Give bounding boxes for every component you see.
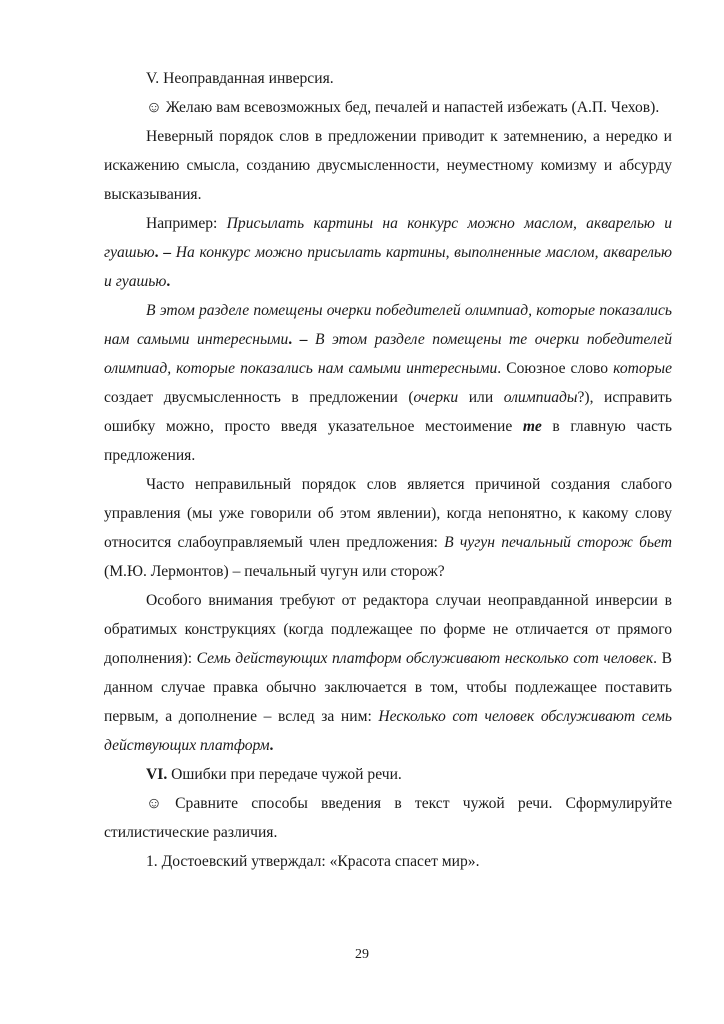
quote-example: В чугун печальный сторож бьет: [444, 534, 672, 551]
text-fragment: . В данном случае правка обычно заключается в том, чтобы подлежащее поставить первым, а дополнение – вслед за ним:: [104, 650, 672, 725]
smiley-icon: ☺: [146, 795, 162, 812]
text-fragment: Часто неправильный порядок слов является причиной создания слабого управления (мы уже говорили об этом явлении), когда непонятно, к какому слову относится слабоуправляемый член предложения:: [104, 476, 672, 551]
exercise-text: Сравните способы введения в текст чужой речи. Сформулируйте стилистические различия.: [104, 795, 672, 841]
corrected-example: На конкурс можно присылать картины, выполненные маслом, акварелью и гуашью: [104, 244, 672, 290]
exercise-text: Желаю вам всевозможных бед, печалей и напастей избежать (А.П. Чехов).: [161, 99, 660, 116]
intro-paragraph: Неверный порядок слов в предложении приводит к затемнению, а нередко и искажению смысла, созданию двусмысленности, неуместному комизму и абсурду высказывания.: [104, 128, 672, 203]
weak-government-paragraph: [104, 470, 672, 586]
example-paragraph-2: [104, 296, 672, 470]
page-content: [104, 64, 672, 876]
highlighted-word: очерки: [413, 389, 459, 406]
highlighted-word: те: [522, 418, 542, 435]
smiley-icon: ☺: [146, 99, 162, 116]
dash-separator: . –: [154, 244, 176, 261]
inversion-paragraph: [104, 586, 672, 760]
corrected-example: В этом разделе помещены те очерки победителей олимпиад, которые показались нам самыми интересными: [104, 331, 672, 377]
wrong-example: Присылать картины на конкурс можно маслом, акварелью и гуашью: [104, 215, 672, 261]
section-5-heading: [104, 64, 672, 93]
section-6-heading: [104, 760, 672, 789]
dash-separator: . –: [288, 331, 315, 348]
text-fragment: ?), исправить ошибку можно, просто введя указательное местоимение: [104, 389, 672, 435]
section-title: Ошибки при передаче чужой речи.: [167, 766, 402, 783]
period: .: [269, 737, 274, 754]
exercise-paragraph: [104, 93, 672, 122]
wrong-example: Семь действующих платформ обслуживают несколько сот человек: [196, 650, 654, 667]
section-title: . Неоправданная инверсия.: [155, 70, 334, 87]
exercise-paragraph-2: [104, 789, 672, 847]
wrong-example: В этом разделе помещены очерки победителей олимпиад, которые показались нам самыми интересными: [104, 302, 672, 348]
text-fragment: в главную часть предложения.: [104, 418, 672, 464]
list-item-1: 1. Достоевский утверждал: «Красота спасет мир».: [146, 853, 480, 870]
example-lead: Например:: [146, 215, 227, 232]
example-paragraph-1: [104, 209, 672, 296]
text-fragment: создает двусмысленность в предложении (: [104, 389, 414, 406]
text-fragment: (М.Ю. Лермонтов) – печальный чугун или сторож?: [104, 563, 445, 580]
corrected-example: Несколько сот человек обслуживают семь действующих платформ: [104, 708, 672, 754]
highlighted-word: которые: [613, 360, 672, 377]
text-fragment: . Союзное слово: [497, 360, 614, 377]
section-number: V: [146, 70, 156, 87]
period: .: [166, 273, 171, 290]
section-number: VI.: [146, 766, 168, 783]
highlighted-word: олимпиады: [503, 389, 578, 406]
text-fragment: или: [458, 389, 504, 406]
text-fragment: Особого внимания требуют от редактора случаи неоправданной инверсии в обратимых конструкциях (когда подлежащее по форме не отличается от прямого дополнения):: [104, 592, 672, 667]
page-number: 29: [355, 947, 369, 962]
